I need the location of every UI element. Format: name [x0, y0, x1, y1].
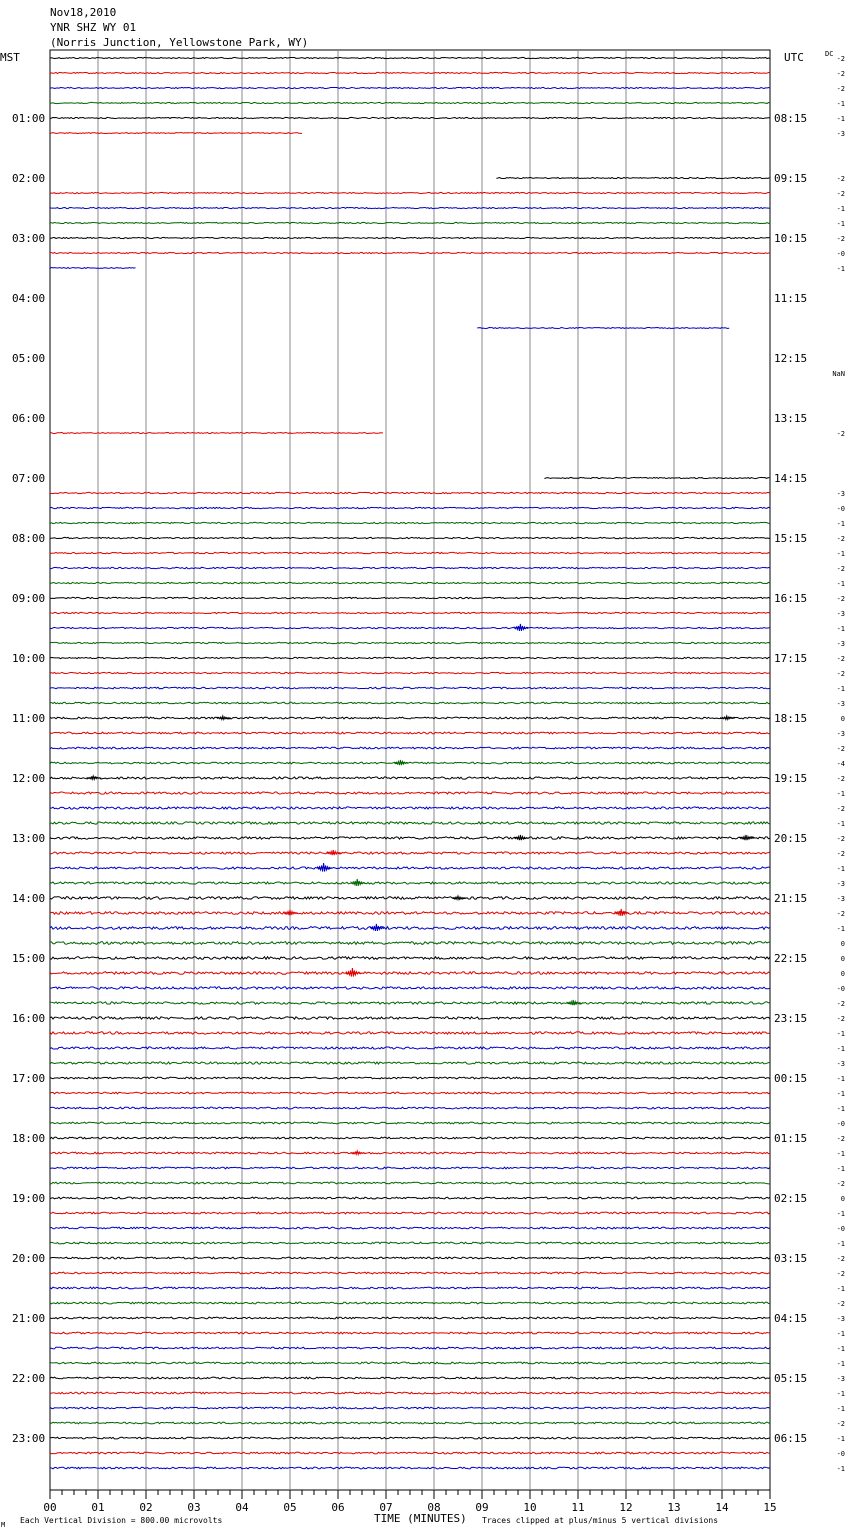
left-hour-label: 10:00 [12, 652, 46, 665]
trace-row [50, 1317, 770, 1319]
dc-offset-label: -1 [836, 100, 845, 108]
trace-row [50, 957, 770, 960]
dc-offset-label: -1 [836, 625, 845, 633]
trace-row [50, 1347, 770, 1349]
trace-row [50, 897, 770, 900]
trace-row [50, 822, 770, 824]
dc-offset-label: -2 [836, 745, 845, 753]
x-axis [43, 1490, 776, 1514]
dc-offset-label: -3 [836, 1060, 845, 1068]
dc-offset-label: -2 [836, 430, 845, 438]
right-hour-label: 00:15 [774, 1072, 808, 1085]
x-tick-label: 04 [235, 1501, 249, 1514]
dc-offset-label: 0 [840, 1195, 845, 1203]
dc-offset-label: -0 [836, 985, 845, 993]
dc-offset-label: -1 [836, 1150, 845, 1158]
right-hour-label: 01:15 [774, 1132, 808, 1145]
dc-offset-label: 0 [840, 970, 845, 978]
left-hour-label: 21:00 [12, 1312, 46, 1325]
trace-row [50, 237, 770, 238]
trace-row [50, 1422, 770, 1424]
dc-offset-label: -3 [836, 895, 845, 903]
dc-offset-label: -2 [836, 85, 845, 93]
dc-offset-label: -2 [836, 1180, 845, 1188]
trace-row [50, 87, 770, 88]
right-hour-label: 04:15 [774, 1312, 808, 1325]
left-hour-label: 02:00 [12, 172, 46, 185]
trace-row [50, 222, 770, 223]
event-spike [346, 968, 360, 977]
dc-offset-labels [832, 55, 845, 1473]
right-hour-label: 18:15 [774, 712, 808, 725]
trace-row [50, 1047, 770, 1049]
dc-offset-label: -1 [836, 205, 845, 213]
dc-offset-label: -3 [836, 730, 845, 738]
dc-offset-label: -3 [836, 610, 845, 618]
trace-row [50, 57, 770, 58]
dc-offset-label: -1 [836, 1435, 845, 1443]
dc-offset-label: -1 [836, 820, 845, 828]
trace-row [477, 328, 729, 329]
trace-row [50, 1242, 770, 1244]
right-hour-label: 11:15 [774, 292, 808, 305]
dc-offset-label: -1 [836, 1075, 845, 1083]
trace-row [50, 1452, 770, 1454]
dc-offset-label: -2 [836, 190, 845, 198]
event-spike [370, 924, 384, 931]
trace-row [50, 1137, 770, 1139]
dc-header-label: DC [825, 50, 834, 58]
trace-row [50, 552, 770, 553]
trace-row [50, 762, 770, 764]
dc-offset-label: -2 [836, 1420, 845, 1428]
dc-offset-label: 0 [840, 715, 845, 723]
trace-row [50, 1437, 770, 1439]
dc-offset-label: -1 [836, 1405, 845, 1413]
right-hour-label: 06:15 [774, 1432, 808, 1445]
trace-row [50, 1092, 770, 1094]
left-hour-label: 20:00 [12, 1252, 46, 1265]
left-hour-label: 19:00 [12, 1192, 46, 1205]
trace-row [50, 1197, 770, 1199]
left-hour-label: 08:00 [12, 532, 46, 545]
dc-offset-label: -3 [836, 880, 845, 888]
x-tick-label: 06 [331, 1501, 345, 1514]
trace-row [50, 612, 770, 613]
dc-offset-label: -1 [836, 1090, 845, 1098]
event-spike [514, 835, 528, 840]
left-hour-label: 17:00 [12, 1072, 46, 1085]
trace-row [50, 1107, 770, 1109]
dc-offset-label: -2 [836, 565, 845, 573]
x-tick-label: 05 [283, 1501, 297, 1514]
dc-offset-label: -1 [836, 1105, 845, 1113]
dc-offset-label: -2 [836, 775, 845, 783]
dc-offset-label: -3 [836, 130, 845, 138]
trace-row [50, 492, 770, 493]
left-hour-label: 11:00 [12, 712, 46, 725]
event-spike [87, 776, 101, 779]
right-hour-label: 10:15 [774, 232, 808, 245]
dc-offset-label: -2 [836, 910, 845, 918]
header-station: YNR SHZ WY 01 [50, 21, 137, 34]
trace-row [50, 1377, 770, 1379]
event-spike [284, 910, 298, 915]
left-hour-label: 03:00 [12, 232, 46, 245]
dc-offset-label: 0 [840, 955, 845, 963]
dc-offset-label: -1 [836, 1390, 845, 1398]
dc-offset-label: -1 [836, 550, 845, 558]
dc-offset-label: -2 [836, 175, 845, 183]
dc-offset-label: -1 [836, 1345, 845, 1353]
header-location: (Norris Junction, Yellowstone Park, WY) [50, 36, 309, 49]
trace-row [50, 1182, 770, 1184]
dc-offset-label: -1 [836, 925, 845, 933]
traces [50, 57, 770, 1468]
trace-row [50, 1362, 770, 1364]
event-spike [740, 835, 754, 840]
dc-offset-label: -2 [836, 1135, 845, 1143]
trace-row [50, 433, 383, 434]
dc-offset-label: -1 [836, 265, 845, 273]
left-hour-label: 12:00 [12, 772, 46, 785]
trace-row [50, 747, 770, 749]
trace-row [50, 192, 770, 193]
x-axis-title: TIME (MINUTES) [374, 1512, 467, 1525]
trace-row [50, 1257, 770, 1259]
right-hour-label: 05:15 [774, 1372, 808, 1385]
dc-offset-label: NaN [832, 370, 845, 378]
dc-offset-label: -2 [836, 55, 845, 63]
dc-offset-label: -2 [836, 595, 845, 603]
dc-offset-label: -1 [836, 1330, 845, 1338]
dc-offset-label: -1 [836, 580, 845, 588]
event-spike [394, 760, 408, 765]
x-tick-label: 12 [619, 1501, 633, 1514]
dc-offset-label: -1 [836, 1030, 845, 1038]
dc-offset-label: -1 [836, 1285, 845, 1293]
trace-row [496, 177, 769, 178]
right-hour-label: 12:15 [774, 352, 808, 365]
dc-offset-label: -1 [836, 1240, 845, 1248]
dc-offset-label: -2 [836, 1300, 845, 1308]
trace-row [50, 117, 770, 118]
trace-row [50, 1032, 770, 1034]
dc-offset-label: -2 [836, 850, 845, 858]
dc-offset-label: -3 [836, 1375, 845, 1383]
dc-offset-label: -2 [836, 805, 845, 813]
right-hour-label: 22:15 [774, 952, 808, 965]
header-date: Nov18,2010 [50, 6, 117, 19]
trace-row [50, 72, 770, 73]
right-hour-label: 20:15 [774, 832, 808, 845]
trace-row [50, 687, 770, 689]
x-tick-label: 09 [475, 1501, 489, 1514]
left-hour-label: 15:00 [12, 952, 46, 965]
right-hour-label: 14:15 [774, 472, 808, 485]
event-spike [351, 879, 365, 886]
dc-offset-label: -0 [836, 505, 845, 513]
x-tick-label: 03 [187, 1501, 201, 1514]
left-hour-label: 13:00 [12, 832, 46, 845]
right-hour-label: 23:15 [774, 1012, 808, 1025]
clip-note: Traces clipped at plus/minus 5 vertical divisions [482, 1516, 719, 1525]
trace-row [50, 1332, 770, 1334]
trace-row [50, 912, 770, 915]
left-hour-label: 07:00 [12, 472, 46, 485]
trace-row [50, 867, 770, 869]
trace-row [50, 1167, 770, 1169]
trace-row [50, 1302, 770, 1304]
dc-offset-label: -2 [836, 1015, 845, 1023]
dc-offset-label: -0 [836, 1450, 845, 1458]
dc-offset-label: -3 [836, 700, 845, 708]
trace-row [50, 522, 770, 523]
left-hour-label: 09:00 [12, 592, 46, 605]
trace-row [50, 133, 302, 134]
trace-row [50, 252, 770, 253]
trace-row [50, 627, 770, 628]
right-hour-label: 16:15 [774, 592, 808, 605]
trace-row [50, 1152, 770, 1154]
trace-row [50, 268, 136, 269]
dc-offset-label: -2 [836, 535, 845, 543]
trace-row [50, 807, 770, 809]
dc-offset-label: -3 [836, 640, 845, 648]
trace-row [50, 507, 770, 508]
dc-offset-label: -1 [836, 865, 845, 873]
trace-row [50, 927, 770, 930]
right-hour-label: 09:15 [774, 172, 808, 185]
trace-row [50, 1287, 770, 1289]
trace-row [50, 1467, 770, 1469]
corner-mark: M [1, 1521, 6, 1529]
scale-note: Each Vertical Division = 800.00 microvolts [20, 1516, 223, 1525]
dc-offset-label: -1 [836, 220, 845, 228]
x-tick-label: 00 [43, 1501, 57, 1514]
x-tick-label: 14 [715, 1501, 729, 1514]
dc-offset-label: -1 [836, 790, 845, 798]
trace-row [50, 642, 770, 643]
trace-row [50, 852, 770, 854]
trace-row [50, 1392, 770, 1394]
dc-offset-label: -1 [836, 1045, 845, 1053]
dc-offset-label: -1 [836, 685, 845, 693]
dc-offset-label: -2 [836, 1255, 845, 1263]
dc-offset-label: -1 [836, 115, 845, 123]
x-tick-label: 08 [427, 1501, 441, 1514]
dc-offset-label: -0 [836, 1225, 845, 1233]
left-hour-label: 23:00 [12, 1432, 46, 1445]
trace-row [50, 1272, 770, 1274]
dc-offset-label: -0 [836, 250, 845, 258]
trace-row [50, 672, 770, 673]
trace-row [50, 942, 770, 945]
right-hour-label: 03:15 [774, 1252, 808, 1265]
dc-offset-label: -2 [836, 1000, 845, 1008]
x-tick-label: 02 [139, 1501, 153, 1514]
trace-row [50, 1002, 770, 1004]
dc-offset-label: -3 [836, 490, 845, 498]
left-time-labels [12, 112, 45, 1445]
trace-row [50, 582, 770, 583]
trace-row [50, 567, 770, 568]
right-time-labels [774, 112, 807, 1445]
dc-offset-label: -4 [836, 760, 845, 768]
trace-row [50, 792, 770, 794]
x-tick-label: 10 [523, 1501, 537, 1514]
trace-row [50, 657, 770, 658]
x-tick-label: 01 [91, 1501, 105, 1514]
right-hour-label: 15:15 [774, 532, 808, 545]
left-timezone-label: MST [0, 51, 20, 64]
trace-row [50, 207, 770, 208]
event-spike [567, 1000, 581, 1005]
right-hour-label: 13:15 [774, 412, 808, 425]
trace-row [50, 732, 770, 734]
event-spike [514, 624, 528, 631]
dc-offset-label: -2 [836, 235, 845, 243]
dc-offset-label: -2 [836, 70, 845, 78]
dc-offset-label: 0 [840, 940, 845, 948]
dc-offset-label: -0 [836, 1120, 845, 1128]
trace-row [50, 1017, 770, 1019]
dc-offset-label: -2 [836, 1270, 845, 1278]
x-tick-label: 13 [667, 1501, 681, 1514]
trace-row [50, 1077, 770, 1079]
left-hour-label: 16:00 [12, 1012, 46, 1025]
event-spike [318, 863, 332, 872]
trace-row [50, 702, 770, 704]
trace-row [50, 1062, 770, 1064]
dc-offset-label: -2 [836, 655, 845, 663]
left-hour-label: 18:00 [12, 1132, 46, 1145]
trace-row [50, 1227, 770, 1229]
trace-row [50, 102, 770, 103]
dc-offset-label: -2 [836, 835, 845, 843]
left-hour-label: 22:00 [12, 1372, 46, 1385]
trace-row [50, 987, 770, 989]
left-hour-label: 06:00 [12, 412, 46, 425]
right-hour-label: 19:15 [774, 772, 808, 785]
dc-offset-label: -2 [836, 670, 845, 678]
trace-row [50, 1122, 770, 1124]
right-hour-label: 17:15 [774, 652, 808, 665]
trace-row [50, 537, 770, 538]
dc-offset-label: -3 [836, 1315, 845, 1323]
trace-row [50, 717, 770, 719]
right-timezone-label: UTC [784, 51, 804, 64]
x-tick-label: 11 [571, 1501, 585, 1514]
right-hour-label: 08:15 [774, 112, 808, 125]
trace-row [50, 882, 770, 884]
trace-row [50, 777, 770, 779]
right-hour-label: 02:15 [774, 1192, 808, 1205]
trace-row [50, 597, 770, 598]
dc-offset-label: -1 [836, 1210, 845, 1218]
dc-offset-label: -1 [836, 1165, 845, 1173]
event-spike [615, 909, 629, 916]
dc-offset-label: -1 [836, 1465, 845, 1473]
trace-row [50, 972, 770, 975]
right-hour-label: 21:15 [774, 892, 808, 905]
dc-offset-label: -1 [836, 1360, 845, 1368]
left-hour-label: 01:00 [12, 112, 46, 125]
x-tick-label: 15 [763, 1501, 777, 1514]
trace-row [50, 1212, 770, 1214]
dc-offset-label: -1 [836, 520, 845, 528]
trace-row [50, 837, 770, 839]
trace-row [50, 1407, 770, 1409]
x-tick-label: 07 [379, 1501, 393, 1514]
left-hour-label: 05:00 [12, 352, 46, 365]
event-spike [327, 850, 341, 855]
left-hour-label: 14:00 [12, 892, 46, 905]
left-hour-label: 04:00 [12, 292, 46, 305]
